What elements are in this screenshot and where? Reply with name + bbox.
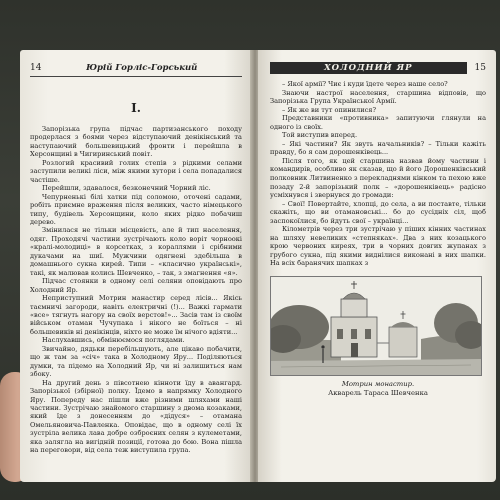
paragraph: Той виступив вперед.	[282, 131, 358, 140]
paragraph: – Якої армії? Чиє і куди їдете через наше село?	[282, 80, 448, 88]
caption-credit: Акварель Тараса Шевченка	[328, 388, 428, 397]
paragraph: – Як же ви тут опинилися?	[282, 105, 376, 114]
open-book	[20, 50, 496, 482]
caption-title: Мотрин монастир.	[341, 380, 415, 389]
paragraph: – Свої! Повертайте, хлопці, до села, а ви поставте, тільки скажіть, що ви отамановські... бо до сусідніх сіл, щоб заспокоїлися, бо йдуть свої – українці...	[270, 199, 486, 225]
paragraph: Після того, як цей старшина назвав йому частини і командирів, особливо як сказав, що й його Дорошенківський полковник Литвиненко з перекладнями кінком та пехою вже позаду 2-й запорізький полк – «дорошенківець» радісно усміхнувся і звернувся до громади:	[270, 156, 486, 200]
paragraph: Розлогий красивий голих степів з рідкими селами заступили великі ліси, між якими хутори і села попадалися частіше.	[30, 158, 242, 184]
paragraph: Звичайно, дядьки перебільшують, але цікаво побачити, що ж там за «січ» така в Холодному Яру... Поділяються думки, та підемо на Холодний Яр, чи ні залишиться нам збоку.	[30, 344, 242, 379]
paragraph: – Які частини? Як звуть начальників? – Тільки кажіть правду, бо я сам дорошенківець...	[270, 139, 486, 157]
right-page	[258, 50, 496, 482]
paragraph: Наслухавшись, обмінюємося поглядами.	[42, 336, 185, 345]
paragraph: Кілометрів через три зустрічаю у піших кінних частинах на шляху невеликих «степняках». Два з них козацького крою червоних киреях, три в чорних довгих жупанах з грубого сукна, під якими виднілися виконані в них шапки. На всіх баранячих шапках з	[270, 225, 486, 268]
left-page	[20, 50, 252, 482]
paragraph: Підчас стоянки в одному селі селяни оповідають про Холодний Яр.	[30, 277, 242, 294]
right-page-text	[270, 80, 486, 268]
right-page-header	[270, 60, 486, 76]
left-page-header	[30, 60, 242, 77]
right-running-head: ХОЛОДНИЙ ЯР	[270, 62, 467, 74]
monastery-drawing	[271, 277, 481, 375]
left-page-number: 14	[30, 63, 42, 73]
paragraph: Перейшли, здавалося, безконечний Чорний ліс.	[42, 184, 211, 193]
monastery-illustration	[270, 276, 482, 376]
paragraph: Представники «противника» запитуючи глянули на одного із своїх.	[270, 114, 486, 131]
right-page-number: 15	[474, 63, 486, 73]
paragraph: Запорізька група підчас партизанського походу продерлася з боями через відступаючий денікінський та наступаючий большевицький фронти і перейшла в Херсонщині в Чигиринський повіт.	[30, 125, 242, 159]
paragraph: Змінилася не тільки місцевість, але й тип населення, одяг. Проходячі частини зустрічають коло воріт чорноокі «кралі-молодиці» в корсетках, з кораллями і срібними дукачами на шиї. Мужчини одягнені здебільша в домашнього сукна кирей. Типи – «класично українські», такі, як малював колись Шевченко, – так, з змагнення «я».	[30, 226, 242, 277]
illustration-caption	[270, 380, 486, 397]
paragraph: Неприступний Мотрин манастир серед лісів... Якісь таємничі загороди, навіть електричні (!)... Важкі гармати «все» тягнуть нагору на своїх верстов!»... Засів там із своїм військом отаман Чучупака і нікого не боїться – ні большевиків ні денікінців, ніхто не може їм нічого вдіяти...	[30, 294, 242, 336]
chapter-heading: I.	[131, 101, 141, 115]
paragraph: На другий день з півсотнею кінноти їду в авангард. Запорізької (збірної) полку. Їдемо в напрямку Холодного Яру. Попереду нас пішли вже різними шляхами наші частини. Зустрічаю знайомого старшину з двома козаками, який їде з донесенням до «дідуся» – отамана Омельяновича-Павленка. Оповідає, що в одному селі їх зустріла велика лава добре озброєних селян з кулеметами, яка залягла на вигідній позиції, готова до бою. Вона пішла на переговори, від села теж виступила група.	[30, 378, 242, 455]
paragraph: Чепурненькі білі хатки під соломою, оточені садами, робіть приємне враження після великих, часто німецького типу, будівель Херсонщини, коло яких рідко побачиш дерево.	[30, 192, 242, 226]
left-page-text	[30, 125, 242, 455]
left-running-head: Юрій Горліс-Горський	[86, 63, 198, 73]
paragraph: Знаючи настрої населення, старшина відповів, що Запорізька Група Української Армії.	[270, 88, 486, 106]
